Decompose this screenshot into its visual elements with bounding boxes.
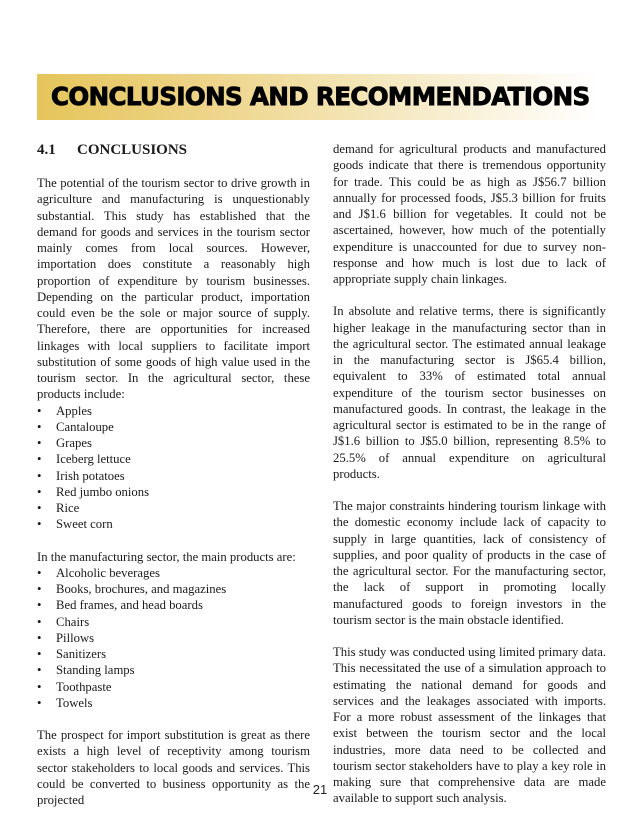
list-item: • Alcoholic beverages: [37, 565, 160, 580]
list-item: • Chairs: [37, 614, 90, 629]
bullet-icon: •: [37, 403, 42, 418]
bullet-icon: •: [37, 663, 42, 678]
list-item: • Towels: [37, 695, 93, 710]
section-number: 4.1: [37, 142, 56, 158]
list-item: • Bed frames, and head boards: [37, 598, 203, 613]
left-column: [37, 139, 310, 824]
list-item: • Standing lamps: [37, 663, 135, 678]
prospect-paragraph: The prospect for import substitution is great as there exists a high level of receptivity among tourism sector stakeholders to local goods and services. This could be converted to business opportunity as the projected: [37, 728, 310, 807]
bullet-icon: •: [37, 679, 42, 694]
bullet-icon: •: [37, 630, 42, 645]
list-item: • Red jumbo onions: [37, 484, 150, 499]
list-item: • Toothpaste: [37, 679, 112, 694]
manufacturing-products-list: [37, 565, 310, 711]
intro-paragraph: The potential of the tourism sector to drive growth in agriculture and manufacturing is unquestionably substantial. This study has established that the demand for goods and services in the tourism sector mainly comes from local sources. However, importation does constitute a reasonably high proportion of expenditure by tourism businesses. Depending on the particular product, importation could even be the sole or major source of supply. Therefore, there are opportunities for increased linkages with local suppliers to facilitate import substitution of some goods of high value used in the tourism sector. In the agricultural sector, these products include:: [37, 176, 310, 402]
demand-paragraph: demand for agricultural products and manufactured goods indicate that there is tremendous opportunity for trade. This could be as high as J$56.7 billion annually for processed foods, J$5.3 billion for fruits and J$1.6 billion for vegetables. It could not be ascertained, however, how much of the potentially expenditure is unaccounted for due to survey non-response and how much is lost due to lack of appropriate supply chain linkages.: [333, 142, 606, 286]
bullet-icon: •: [37, 468, 42, 483]
bullet-icon: •: [37, 452, 42, 467]
right-column: [333, 141, 606, 823]
page-number: 21: [312, 782, 328, 797]
list-item: • Books, brochures, and magazines: [37, 582, 227, 596]
section-title: CONCLUSIONS: [77, 142, 188, 158]
chapter-title: CONCLUSIONS AND RECOMMENDATIONS: [51, 82, 590, 111]
list-item: • Pillows: [37, 630, 95, 645]
list-item: • Sanitizers: [37, 647, 107, 661]
agricultural-products-list: [37, 403, 310, 533]
bullet-icon: •: [37, 517, 42, 532]
bullet-icon: •: [37, 484, 42, 499]
list-item: • Sweet corn: [37, 517, 113, 532]
bullet-icon: •: [37, 598, 42, 613]
manufacturing-intro: In the manufacturing sector, the main products are:: [37, 549, 296, 564]
bullet-icon: •: [37, 436, 42, 450]
constraints-paragraph: The major constraints hindering tourism linkage with the domestic economy include lack of capacity to supply in large quantities, lack of consistency of supplies, and poor quality of products in the case of the agricultural sector. For the manufacturing sector, the lack of support in promoting locally manufactured goods to foreign investors in the tourism sector is the main obstacle identified.: [333, 499, 606, 627]
bullet-icon: •: [37, 695, 42, 710]
list-item: • Cantaloupe: [37, 419, 114, 434]
bullet-icon: •: [37, 419, 42, 434]
section-heading: [37, 139, 310, 161]
bullet-icon: •: [37, 647, 42, 661]
bullet-icon: •: [37, 614, 42, 629]
list-item: • Rice: [37, 501, 80, 515]
list-item: • Irish potatoes: [37, 468, 125, 483]
chapter-banner: [37, 74, 600, 120]
list-item: • Apples: [37, 403, 92, 418]
list-item: • Grapes: [37, 436, 92, 450]
leakage-paragraph: In absolute and relative terms, there is significantly higher leakage in the manufacturing sector than in the agricultural sector. The estimated annual leakage in the manufacturing sector is J$65.4 billion, equivalent to 33% of estimated total annual expenditure of the tourism sector businesses on manufactured goods. In contrast, the leakage in the agricultural sector is estimated to be in the range of J$1.6 billion to J$5.0 billion, representing 8.5% to 25.5% of annual expenditure on agricultural products.: [333, 304, 606, 481]
limitations-paragraph: This study was conducted using limited primary data. This necessitated the use of a simulation approach to estimating the national demand for goods and services and the leakages associated with imports. For a more robust assessment of the linkages that exist between the tourism sector and the local industries, more data need to be collected and tourism sector stakeholders have to play a key role in making sure that comprehensive data are made available to support such analysis.: [333, 645, 606, 806]
bullet-icon: •: [37, 565, 42, 580]
bullet-icon: •: [37, 501, 42, 515]
bullet-icon: •: [37, 582, 42, 596]
list-item: • Iceberg lettuce: [37, 452, 131, 467]
